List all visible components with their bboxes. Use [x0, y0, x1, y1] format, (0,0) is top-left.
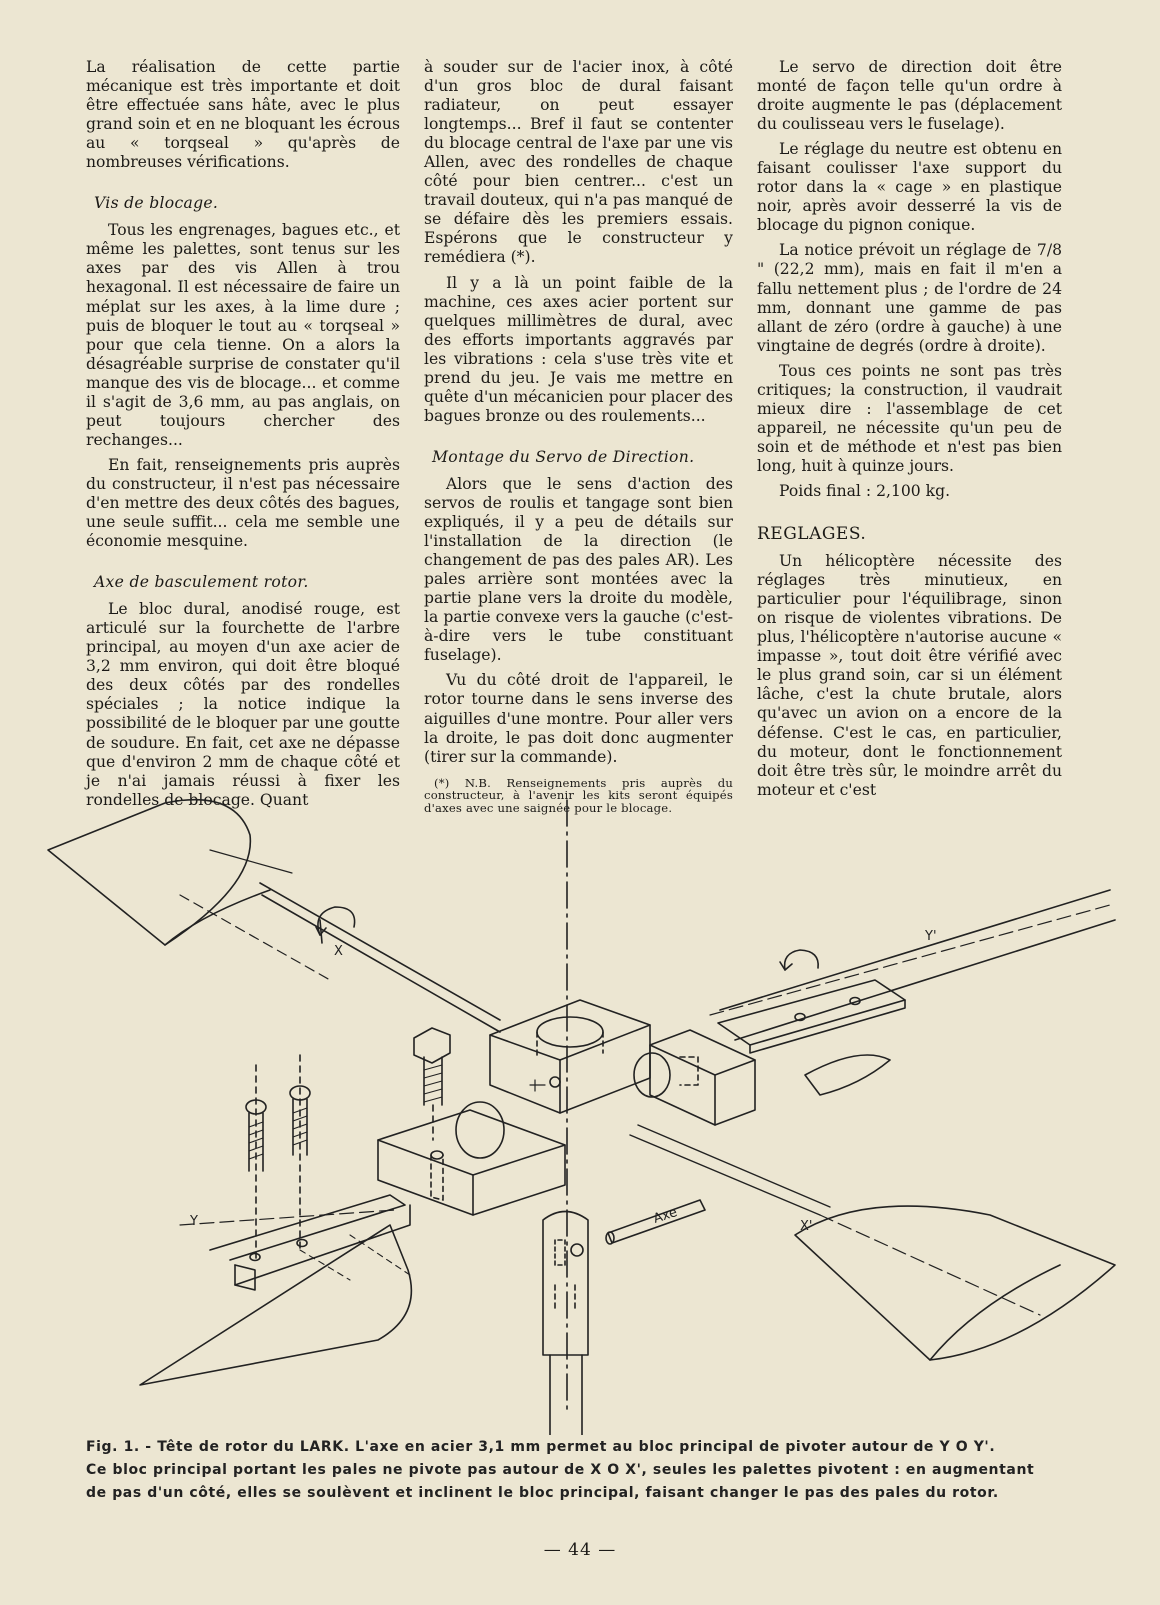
construction-line: [350, 1235, 410, 1275]
caption-line: de pas d'un côté, elles se soulèvent et inclinent le bloc principal, faisant changer le pas des pales du rotor.: [86, 1485, 999, 1501]
blade-edge-line: [930, 1265, 1060, 1360]
main-shaft-fork: [543, 1212, 588, 1356]
right-palette-airfoil: [805, 1055, 890, 1095]
paragraph: Il y a là un point faible de la machine, ces axes acier portent sur quelques millimètres de dural, avec des efforts importants aggravés par les vibrations : cela s'use très vite et prend du jeu. Je vais me mettre en quête d'un mécanicien pour placer des bagues bronze ou des roulements...: [424, 273, 733, 425]
central-block-top: [490, 1000, 650, 1060]
screw-hole-icon: [431, 1151, 443, 1159]
caption-line: Ce bloc principal portant les pales ne pivote pas autour de X O X', seules les palettes pivotent : en augmentant: [86, 1462, 1035, 1478]
x-axis-line: [180, 895, 330, 980]
blade-hinge-line: [210, 850, 292, 873]
paragraph: Tous les engrenages, bagues etc., et même les palettes, sont tenus sur les axes par des vis Allen à trou hexagonal. Il est nécessaire de faire un méplat sur les axes, à la lime dure ; puis de bloquer le tout au « torqseal » pour que cela tienne. On a alors la désagréable surprise de constater qu'il manque des vis de blocage... et comme il s'agit de 3,6 mm, au pas anglais, on peut toujours chercher des rechanges...: [86, 221, 400, 449]
fork-slot: [555, 1240, 565, 1265]
x-prime-axis-line: [820, 1215, 1040, 1315]
label-y: Y: [190, 1214, 198, 1229]
arm-end: [235, 1265, 255, 1290]
block-bore-icon: [634, 1053, 670, 1097]
spindle-rod: [260, 883, 500, 1020]
axis-mark-o: [530, 1080, 545, 1091]
arrow-head-icon: [780, 962, 792, 970]
hex-bolt-head-icon: [414, 1028, 450, 1063]
paragraph: Vu du côté droit de l'appareil, le rotor tourne dans le sens inverse des aiguilles d'une montre. Pour aller vers la droite, le pas doit donc augmenter (tirer sur la commande).: [424, 671, 733, 766]
right-arm-edge: [720, 890, 1110, 1010]
left-block-top: [378, 1110, 565, 1175]
paragraph: Le réglage du neutre est obtenu en faisant coulisser l'axe support du rotor dans la « cage » en plastique noir, après avoir desserré la vis de blocage du pignon conique.: [757, 140, 1062, 235]
shaft-lower: [550, 1355, 582, 1435]
hidden-screw: [680, 1057, 698, 1085]
left-arm-edge: [235, 1205, 410, 1285]
section-heading: Vis de blocage.: [94, 194, 219, 213]
hole-hidden-line: [537, 1032, 603, 1057]
paragraph: à souder sur de l'acier inox, à côté d'un gros bloc de dural faisant radiateur, on peut essayer longtemps... Bref il faut se contenter du blocage central de l'axe par une vis Allen, avec des rondelles de chaque côté pour bien centrer... c'est un travail douteux, qui n'a pas manqué de se défaire dès les premiers essais. Espérons que le constructeur y remédiera (*).: [424, 58, 733, 267]
rotor-shaft-hole-icon: [537, 1017, 603, 1047]
fork-pin-hole-icon: [571, 1244, 583, 1256]
lower-right-blade: [795, 1206, 1115, 1360]
text-column-1: [86, 58, 400, 816]
central-block-front: [560, 1025, 650, 1113]
paragraph: La réalisation de cette partie mécanique est très importante et doit être effectuée sans hâte, avec le plus grand soin et en ne bloquant les écrous au « torqseal » qu'après de nombreuses vérifications.: [86, 58, 400, 172]
paragraph: En fait, renseignements pris auprès du constructeur, il n'est pas nécessaire d'en mettre des deux côtés des bagues, une seule suffit... cela me semble une économie mesquine.: [86, 455, 400, 551]
spindle-rod: [262, 895, 500, 1032]
hole-icon: [250, 1254, 260, 1261]
arrow-pointer: [320, 920, 322, 943]
rotor-head-diagram: [30, 795, 1130, 1435]
label-x: X: [334, 944, 343, 959]
paragraph: Poids final : 2,100 kg.: [779, 481, 951, 500]
section-heading: Montage du Servo de Direction.: [432, 447, 695, 466]
fork-hidden-line: [555, 1285, 575, 1310]
paragraph: Alors que le sens d'action des servos de roulis et tangage sont bien expliqués, il y a peu de détails sur l'installation de la direction (le changement de pas des pales AR). Les pales arrière sont montées avec la partie plane vers la droite du modèle, la partie convexe vers la gauche (c'est-à-dire vers le tube constituant fuselage).: [424, 474, 733, 665]
page-number: — 44 —: [543, 1540, 617, 1560]
left-block-side: [378, 1140, 473, 1215]
footnote: (*) N.B. Renseignements pris auprès du constructeur, à l'avenir les kits seront équipés d'axes avec une saignée pour le blocage.: [424, 775, 733, 816]
caption-line: Fig. 1. - Tête de rotor du LARK. L'axe en acier 3,1 mm permet au bloc principal de pivoter autour de Y O Y'.: [86, 1439, 996, 1455]
paragraph: Le servo de direction doit être monté de façon telle qu'un ordre à droite augmente le pas (déplacement du coulisseau vers le fuselage).: [757, 58, 1062, 134]
y-prime-axis-line: [710, 905, 1110, 1015]
left-arm-edge: [210, 1195, 405, 1260]
paragraph: Tous ces points ne sont pas très critiques; la construction, il vaudrait mieux dire : l'assemblage de cet appareil, ne nécessite qu'un peu de soin et de méthode et n'est pas bien long, huit à quinze jours.: [757, 361, 1062, 475]
pivot-hole-icon: [550, 1077, 560, 1087]
x-prime-rod: [638, 1125, 830, 1207]
figure-caption: [86, 1436, 1086, 1505]
paragraph: Le bloc dural, anodisé rouge, est articulé sur la fourchette de l'arbre principal, au moyen d'un axe acier de 3,2 mm environ, qui doit être bloqué des deux côtés par des rondelles spéciales ; la notice indique la possibilité de le bloquer par une goutte de soudure. En fait, cet axe ne dépasse que d'environ 2 mm de chaque côté et je n'ai jamais réussi à fixer les rondelles de blocage. Quant: [86, 600, 400, 809]
label-axe: Axe: [651, 1205, 680, 1227]
paragraph: Un hélicoptère nécessite des réglages très minutieux, en particulier pour l'équilibrage, sinon on risque de violentes vibrations. De plus, l'hélicoptère n'autorise aucune « impasse », tout doit être vérifié avec le plus grand soin, car si un élément lâche, c'est la chute brutale, alors qu'avec un avion on a encore de la défense. C'est le cas, en particulier, du moteur, dont le fonctionnement doit être très sûr, le moindre arrêt du moteur et c'est: [757, 552, 1062, 799]
left-block-front: [473, 1145, 565, 1215]
block-bore-icon: [456, 1102, 504, 1158]
hole-icon: [297, 1240, 307, 1247]
text-column-3: [757, 58, 1062, 806]
section-heading: Axe de basculement rotor.: [94, 573, 309, 592]
label-y-prime: Y': [925, 929, 937, 944]
label-x-prime: X': [800, 1219, 813, 1234]
x-prime-rod: [630, 1135, 820, 1215]
text-column-2: [424, 58, 733, 815]
left-blade: [48, 800, 250, 945]
bolt-thread: [424, 1065, 442, 1102]
right-block-front: [715, 1060, 755, 1125]
section-heading: REGLAGES.: [757, 524, 867, 545]
paragraph: La notice prévoit un réglage de 7/8 " (22,2 mm), mais en fait il m'en a fallu nettement plus ; de l'ordre de 24 mm, donnant une gamme de pas allant de zéro (ordre à gauche) à une vingtaine de degrés (ordre à droite).: [757, 241, 1062, 355]
